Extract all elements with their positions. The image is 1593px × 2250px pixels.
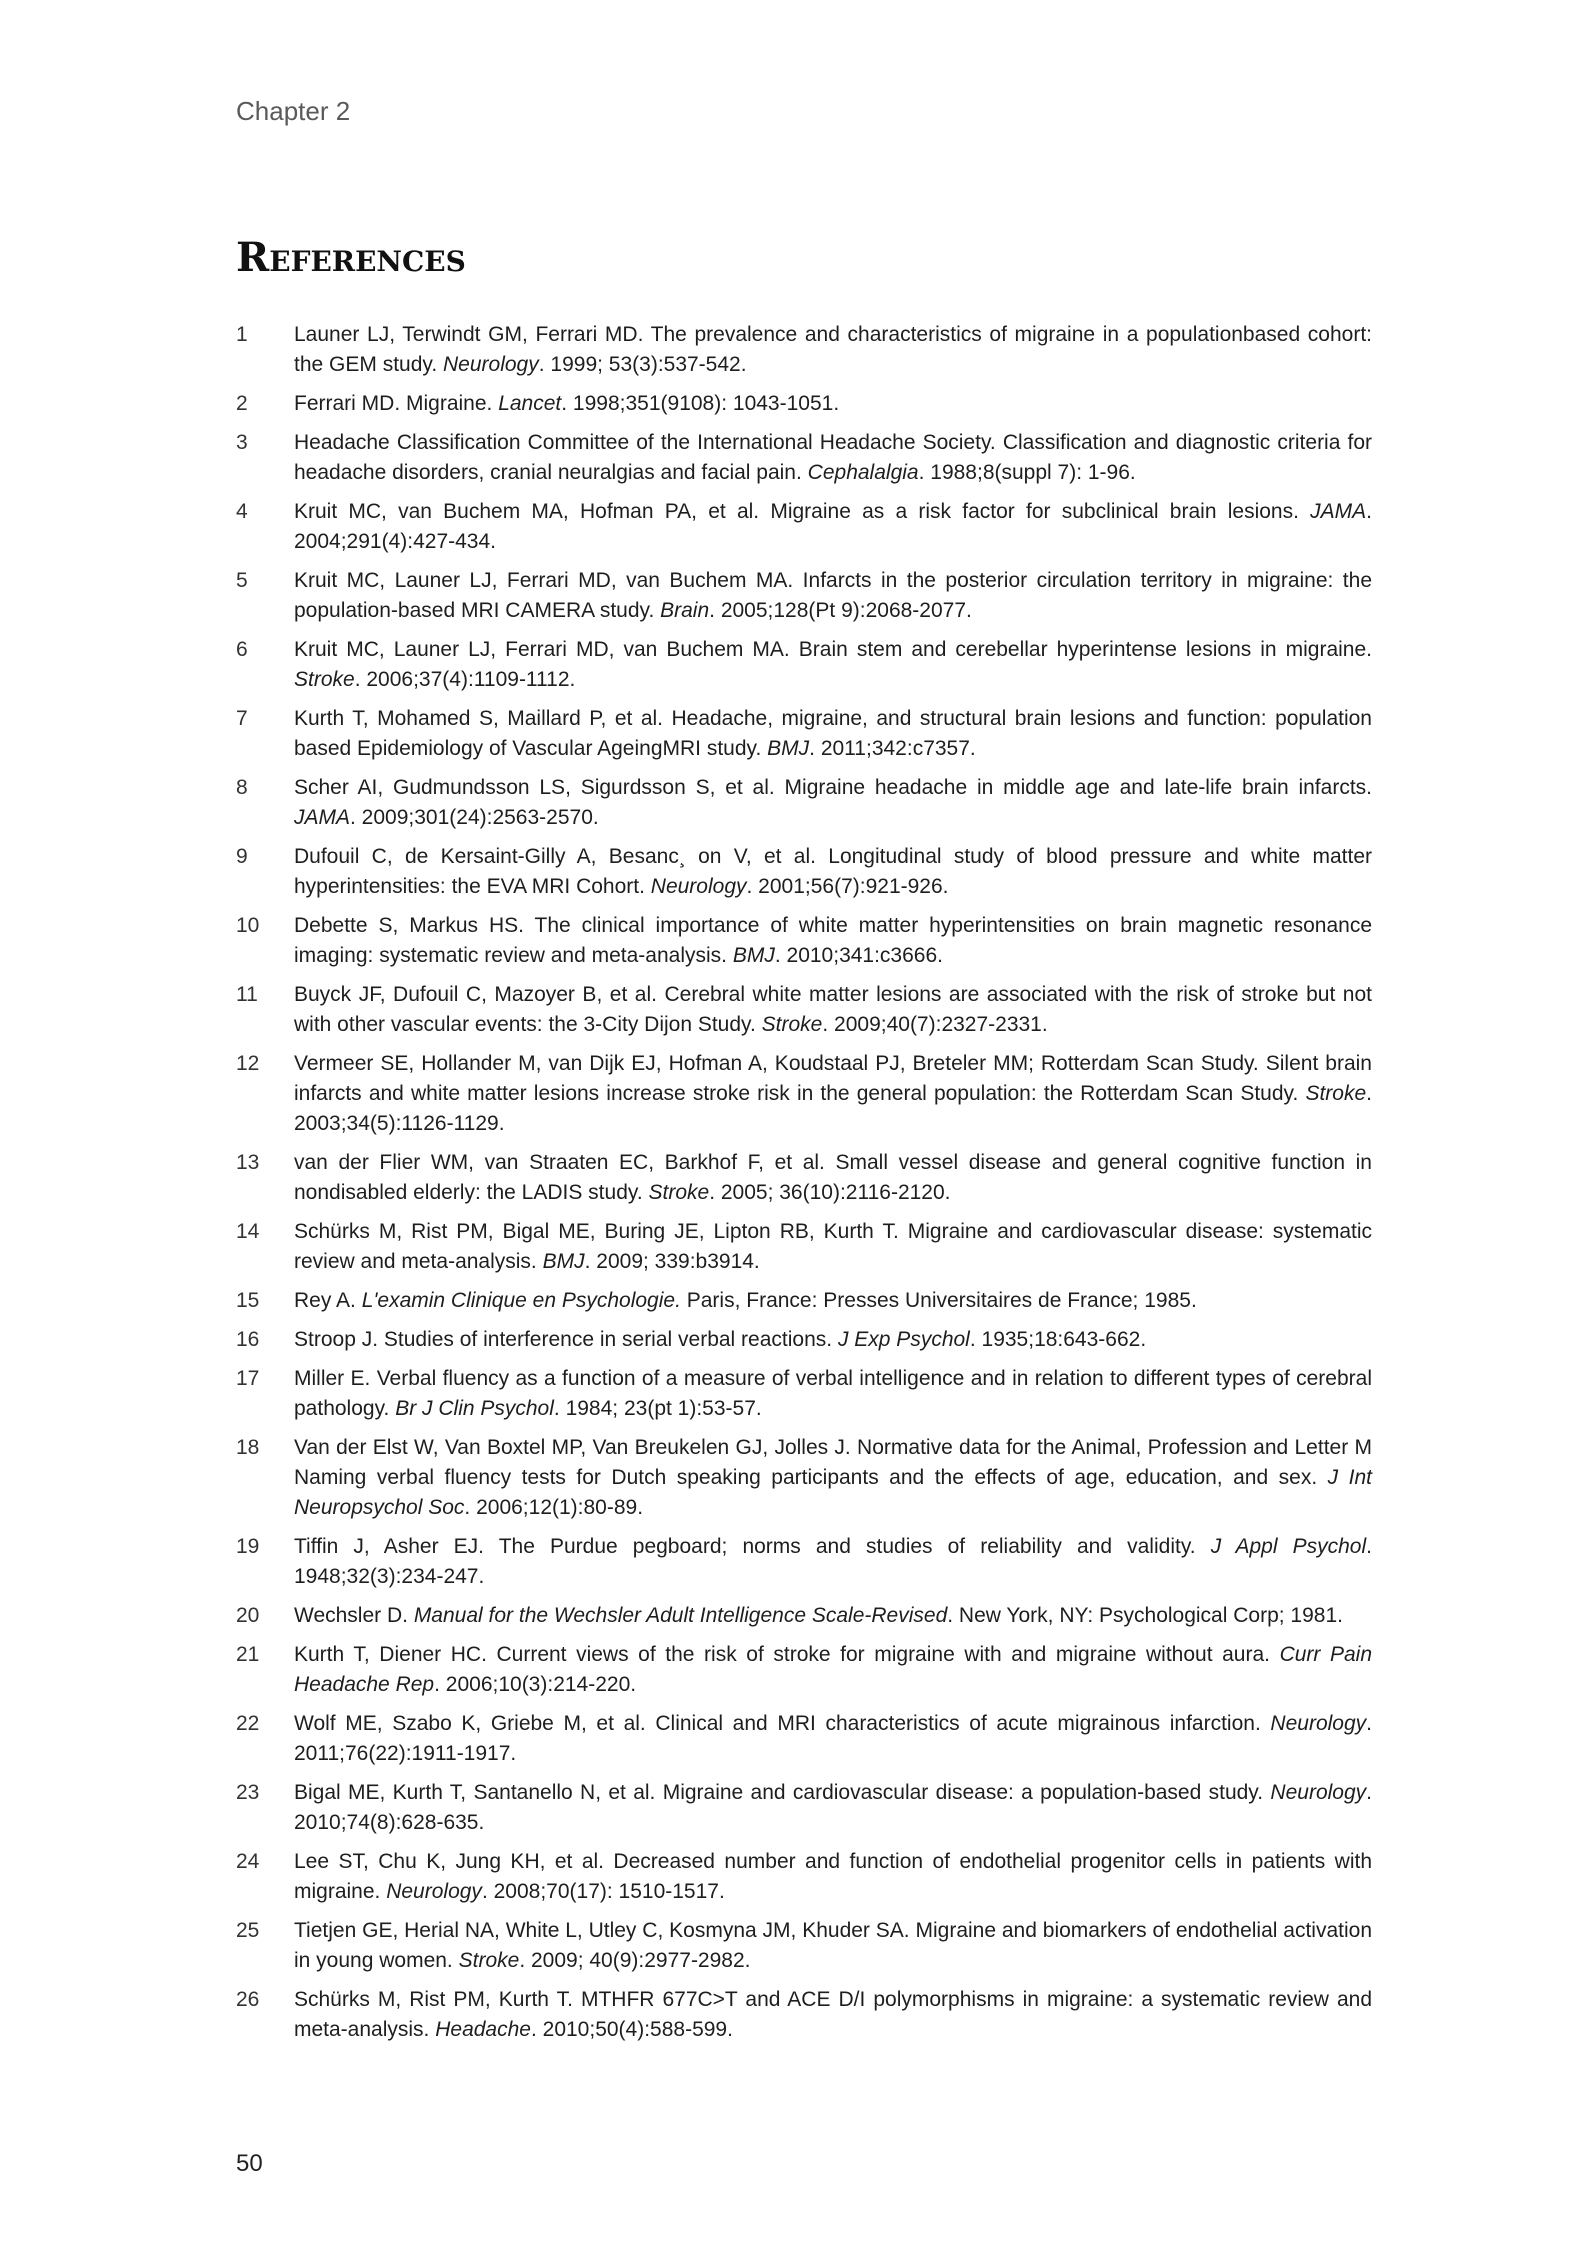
reference-number: 20 (236, 1604, 260, 1627)
reference-item (236, 497, 1372, 557)
reference-number: 19 (236, 1535, 260, 1558)
reference-item (236, 1148, 1372, 1208)
reference-text (294, 1709, 1372, 1769)
reference-citation: . 2010;341:c3666. (774, 944, 943, 967)
reference-text (294, 1847, 1372, 1907)
reference-citation: . 2001;56(7):921-926. (746, 875, 949, 898)
reference-text (294, 1916, 1372, 1976)
reference-body: Schürks M, Rist PM, Kurth T. MTHFR 677C>T and ACE D/I polymorphisms in migraine: a systematic review and meta-analysis. (294, 1988, 1372, 2041)
reference-body: Dufouil C, de Kersaint-Gilly A, Besanc¸ on V, et al. Longitudinal study of blood pressure and white matter hyperintensities: the EVA MRI Cohort. (294, 845, 1372, 898)
reference-text (294, 1601, 1372, 1631)
reference-citation: . 1984; 23(pt 1):53-57. (553, 1397, 762, 1420)
reference-citation: . 2010;50(4):588-599. (530, 2018, 733, 2041)
reference-item (236, 842, 1372, 902)
reference-text (294, 1325, 1372, 1355)
reference-journal: Cephalalgia (807, 461, 919, 484)
reference-citation: . 2005; 36(10):2116-2120. (709, 1181, 951, 1204)
reference-item (236, 1364, 1372, 1424)
reference-citation: Paris, France: Presses Universitaires de France; 1985. (680, 1289, 1197, 1312)
reference-citation: . 2004;291(4):427-434. (294, 500, 1372, 553)
reference-number: 7 (236, 707, 248, 730)
reference-body: Bigal ME, Kurth T, Santanello N, et al. Migraine and cardiovascular disease: a population-based study. (294, 1781, 1271, 1804)
reference-journal: BMJ (767, 737, 810, 760)
reference-item (236, 1286, 1372, 1316)
reference-number: 9 (236, 845, 248, 868)
reference-number: 26 (236, 1988, 260, 2011)
reference-journal: Brain (660, 599, 710, 622)
reference-journal: Stroke (761, 1013, 823, 1036)
reference-item (236, 1217, 1372, 1277)
reference-number: 24 (236, 1850, 260, 1873)
reference-journal: BMJ (542, 1250, 585, 1273)
reference-number: 16 (236, 1328, 260, 1351)
reference-text (294, 1286, 1372, 1316)
reference-body: Kurth T, Diener HC. Current views of the risk of stroke for migraine with and migraine without aura. (294, 1643, 1280, 1666)
reference-body: Debette S, Markus HS. The clinical importance of white matter hyperintensities on brain magnetic resonance imaging: systematic review and meta-analysis. (294, 914, 1372, 967)
reference-body: van der Flier WM, van Straaten EC, Barkhof F, et al. Small vessel disease and general cognitive function in nondisabled elderly: the LADIS study. (294, 1151, 1372, 1204)
reference-journal: JAMA (294, 806, 351, 829)
reference-journal: Br J Clin Psychol (395, 1397, 554, 1420)
reference-item (236, 1778, 1372, 1838)
reference-text (294, 566, 1372, 626)
reference-text (294, 1364, 1372, 1424)
reference-body: Schürks M, Rist PM, Bigal ME, Buring JE, Lipton RB, Kurth T. Migraine and cardiovascular disease: systematic review and meta-analysis. (294, 1220, 1372, 1273)
reference-item (236, 566, 1372, 626)
reference-item (236, 1049, 1372, 1139)
reference-body: Kruit MC, van Buchem MA, Hofman PA, et al. Migraine as a risk factor for subclinical brain lesions. (294, 500, 1311, 523)
reference-body: Miller E. Verbal fluency as a function of a measure of verbal intelligence and in relation to different types of cerebral pathology. (294, 1367, 1372, 1420)
section-title: References (236, 234, 466, 281)
reference-citation: . 2006;37(4):1109-1112. (354, 668, 576, 691)
reference-journal: Curr Pain Headache Rep (294, 1643, 1373, 1696)
reference-body: Van der Elst W, Van Boxtel MP, Van Breukelen GJ, Jolles J. Normative data for the Animal, Profession and Letter M Naming verbal fluency tests for Dutch speaking participants and the effects of age, education, and sex. (294, 1436, 1372, 1489)
reference-journal: Neurology (386, 1880, 482, 1903)
reference-item (236, 911, 1372, 971)
reference-journal: Stroke (458, 1949, 520, 1972)
reference-number: 5 (236, 569, 248, 592)
reference-citation: . 1999; 53(3):537-542. (538, 353, 747, 376)
reference-body: Rey A. (294, 1289, 362, 1312)
reference-citation: . New York, NY: Psychological Corp; 1981. (947, 1604, 1343, 1627)
reference-citation: . 2009; 339:b3914. (584, 1250, 760, 1273)
reference-item (236, 1916, 1372, 1976)
reference-citation: . 2006;12(1):80-89. (464, 1496, 644, 1519)
reference-number: 21 (236, 1643, 260, 1666)
running-head: Chapter 2 (236, 96, 351, 126)
reference-journal: Neurology (443, 353, 539, 376)
reference-number: 15 (236, 1289, 260, 1312)
reference-journal: BMJ (732, 944, 775, 967)
reference-citation: . 2003;34(5):1126-1129. (294, 1082, 1372, 1135)
reference-body: Kruit MC, Launer LJ, Ferrari MD, van Buchem MA. Infarcts in the posterior circulation territory in migraine: the population-based MRI CAMERA study. (294, 569, 1372, 622)
reference-item (236, 320, 1372, 380)
reference-number: 14 (236, 1220, 260, 1243)
reference-journal: J Exp Psychol (837, 1328, 970, 1351)
reference-citation: . 2011;342:c7357. (809, 737, 976, 760)
reference-list (236, 320, 1372, 2054)
reference-text (294, 1217, 1372, 1277)
reference-citation: . 2009; 40(9):2977-2982. (519, 1949, 751, 1972)
reference-citation: . 2009;40(7):2327-2331. (822, 1013, 1048, 1036)
reference-number: 2 (236, 392, 248, 415)
reference-text (294, 428, 1372, 488)
reference-text (294, 389, 1372, 419)
reference-item (236, 1640, 1372, 1700)
reference-citation: . 1935;18:643-662. (969, 1328, 1147, 1351)
reference-text (294, 635, 1372, 695)
reference-text (294, 773, 1372, 833)
reference-item (236, 1847, 1372, 1907)
reference-item (236, 1985, 1372, 2045)
reference-body: Lee ST, Chu K, Jung KH, et al. Decreased number and function of endothelial progenitor cells in patients with migraine. (294, 1850, 1372, 1903)
reference-text (294, 704, 1372, 764)
reference-text (294, 1778, 1372, 1838)
page-number: 50 (236, 2150, 263, 2177)
reference-item (236, 1709, 1372, 1769)
reference-citation: . 2008;70(17): 1510-1517. (481, 1880, 725, 1903)
reference-number: 22 (236, 1712, 260, 1735)
reference-number: 6 (236, 638, 248, 661)
reference-body: Tietjen GE, Herial NA, White L, Utley C, Kosmyna JM, Khuder SA. Migraine and biomarkers of endothelial activation in young women. (294, 1919, 1372, 1972)
reference-citation: . 1948;32(3):234-247. (294, 1535, 1372, 1588)
reference-item (236, 635, 1372, 695)
reference-body: Wechsler D. (294, 1604, 414, 1627)
reference-journal: J Int Neuropsychol Soc (294, 1466, 1372, 1519)
reference-journal: Stroke (1305, 1082, 1367, 1105)
reference-citation: . 1998;351(9108): 1043-1051. (561, 392, 840, 415)
reference-text (294, 1985, 1372, 2045)
reference-citation: . 2006;10(3):214-220. (434, 1673, 637, 1696)
reference-text (294, 1532, 1372, 1592)
reference-journal: Neurology (1270, 1781, 1367, 1804)
reference-text (294, 1640, 1372, 1700)
reference-text (294, 320, 1372, 380)
reference-item (236, 704, 1372, 764)
reference-number: 1 (236, 323, 248, 346)
reference-text (294, 497, 1372, 557)
reference-journal: Headache (435, 2018, 531, 2041)
reference-journal: J Appl Psychol (1210, 1535, 1367, 1558)
reference-citation: . 2011;76(22):1911-1917. (294, 1712, 1372, 1765)
reference-item (236, 1433, 1372, 1523)
reference-item (236, 773, 1372, 833)
reference-journal: Neurology (650, 875, 747, 898)
reference-journal: JAMA (1310, 500, 1367, 523)
reference-citation: . 1988;8(suppl 7): 1-96. (918, 461, 1136, 484)
reference-number: 13 (236, 1151, 260, 1174)
reference-text (294, 1049, 1372, 1139)
reference-number: 23 (236, 1781, 260, 1804)
reference-number: 12 (236, 1052, 260, 1075)
reference-body: Headache Classification Committee of the International Headache Society. Classification and diagnostic criteria for headache disorders, cranial neuralgias and facial pain. (294, 431, 1372, 484)
reference-journal: Manual for the Wechsler Adult Intelligence Scale-Revised (413, 1604, 948, 1627)
reference-text (294, 911, 1372, 971)
reference-text (294, 842, 1372, 902)
reference-body: Scher AI, Gudmundsson LS, Sigurdsson S, et al. Migraine headache in middle age and late-life brain infarcts. (294, 776, 1372, 799)
reference-item (236, 1325, 1372, 1355)
reference-item (236, 389, 1372, 419)
reference-number: 25 (236, 1919, 260, 1942)
reference-body: Stroop J. Studies of interference in serial verbal reactions. (294, 1328, 838, 1351)
reference-journal: Neurology (1270, 1712, 1367, 1735)
reference-item (236, 1532, 1372, 1592)
reference-body: Buyck JF, Dufouil C, Mazoyer B, et al. Cerebral white matter lesions are associated with the risk of stroke but not with other vascular events: the 3-City Dijon Study. (294, 983, 1372, 1036)
reference-text (294, 1433, 1372, 1523)
reference-body: Kurth T, Mohamed S, Maillard P, et al. Headache, migraine, and structural brain lesions and function: population based Epidemiology of Vascular AgeingMRI study. (294, 707, 1372, 760)
reference-number: 17 (236, 1367, 260, 1390)
reference-number: 3 (236, 431, 248, 454)
reference-item (236, 1601, 1372, 1631)
reference-body: Launer LJ, Terwindt GM, Ferrari MD. The prevalence and characteristics of migraine in a populationbased cohort: the GEM study. (294, 323, 1372, 376)
reference-item (236, 980, 1372, 1040)
reference-body: Kruit MC, Launer LJ, Ferrari MD, van Buchem MA. Brain stem and cerebellar hyperintense lesions in migraine. (294, 638, 1372, 661)
reference-journal: Stroke (648, 1181, 710, 1204)
reference-body: Wolf ME, Szabo K, Griebe M, et al. Clinical and MRI characteristics of acute migrainous infarction. (294, 1712, 1271, 1735)
reference-citation: . 2009;301(24):2563-2570. (350, 806, 599, 829)
reference-number: 18 (236, 1436, 260, 1459)
reference-text (294, 1148, 1372, 1208)
reference-body: Vermeer SE, Hollander M, van Dijk EJ, Hofman A, Koudstaal PJ, Breteler MM; Rotterdam Scan Study. Silent brain infarcts and white matter lesions increase stroke risk in the general population: the Rotterdam Scan Study. (294, 1052, 1372, 1105)
reference-citation: . 2010;74(8):628-635. (294, 1781, 1372, 1834)
reference-body: Tiffin J, Asher EJ. The Purdue pegboard; norms and studies of reliability and validity. (294, 1535, 1211, 1558)
reference-number: 8 (236, 776, 248, 799)
reference-citation: . 2005;128(Pt 9):2068-2077. (709, 599, 972, 622)
reference-item (236, 428, 1372, 488)
reference-number: 4 (236, 500, 248, 523)
reference-text (294, 980, 1372, 1040)
reference-number: 11 (236, 983, 258, 1006)
reference-journal: Lancet (498, 392, 562, 415)
reference-journal: Stroke (294, 668, 355, 691)
reference-journal: L'examin Clinique en Psychologie. (361, 1289, 681, 1312)
reference-number: 10 (236, 914, 260, 937)
reference-body: Ferrari MD. Migraine. (294, 392, 499, 415)
